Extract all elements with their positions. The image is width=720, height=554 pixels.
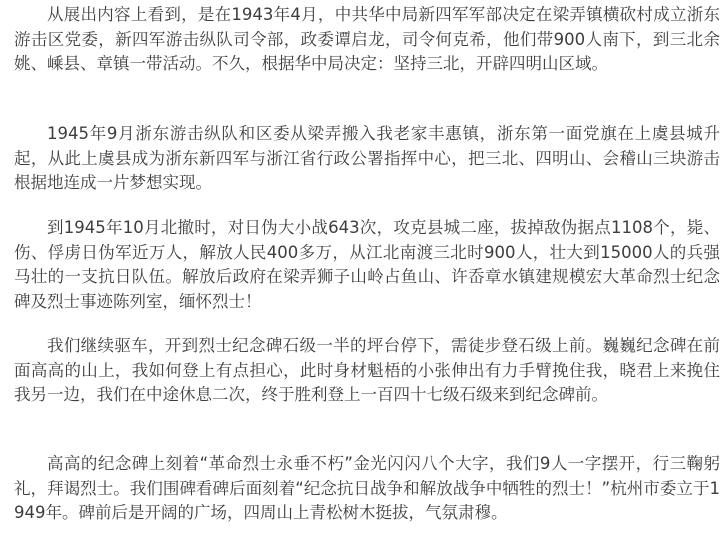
paragraph-3: 到1945年10月北撤时，对日伪大小战643次，攻克县城二座，拔掉敌伪据点1108个，毙、伤、俘虏日伪军近万人，解放人民400多万，从江北南渡三北时900人，壮大到15000人的兵强马壮的一支抗日队伍。解放后政府在梁弄狮子山岭占鱼山、许岙章水镇建规模宏大革命烈士纪念碑及烈士事迹陈列室，缅怀烈士！: [14, 218, 720, 311]
paragraph-5: 高高的纪念碑上刻着“革命烈士永垂不朽”金光闪闪八个大字，我们9人一字摆开，行三鞠躬礼，拜谒烈士。我们围碑看碑后面刻着“纪念抗日战争和解放战争中牺牲的烈士！”杭州市委立于1949年。碑前后是开阔的广场，四周山上青松树木挺拔，气氛肃穆。: [14, 454, 720, 522]
paragraph-1: 从展出内容上看到，是在1943年4月，中共华中局新四军军部决定在梁弄镇横砍村成立浙东游击区党委，新四军游击纵队司令部，政委谭启龙，司令何克希，他们带900人南下，到三北余姚、嵊县、章镇一带活动。不久，根据华中局决定：坚持三北，开辟四明山区域。: [14, 5, 720, 73]
paragraph-2: 1945年9月浙东游击纵队和区委从梁弄搬入我老家丰惠镇，浙东第一面党旗在上虞县城升起，从此上虞县成为浙东新四军与浙江省行政公署指挥中心，把三北、四明山、会稽山三块游击根据地连成一片梦想实现。: [14, 124, 720, 192]
paragraph-4: 我们继续驱车，开到烈士纪念碑石级一半的坪台停下，需徒步登石级上前。巍巍纪念碑在前面高高的山上，我如何登上有点担心，此时身材魁梧的小张伸出有力手臂挽住我，晓君上来挽住我另一边，我们在中途休息二次，终于胜利登上一百四十七级石级来到纪念碑前。: [14, 336, 720, 404]
